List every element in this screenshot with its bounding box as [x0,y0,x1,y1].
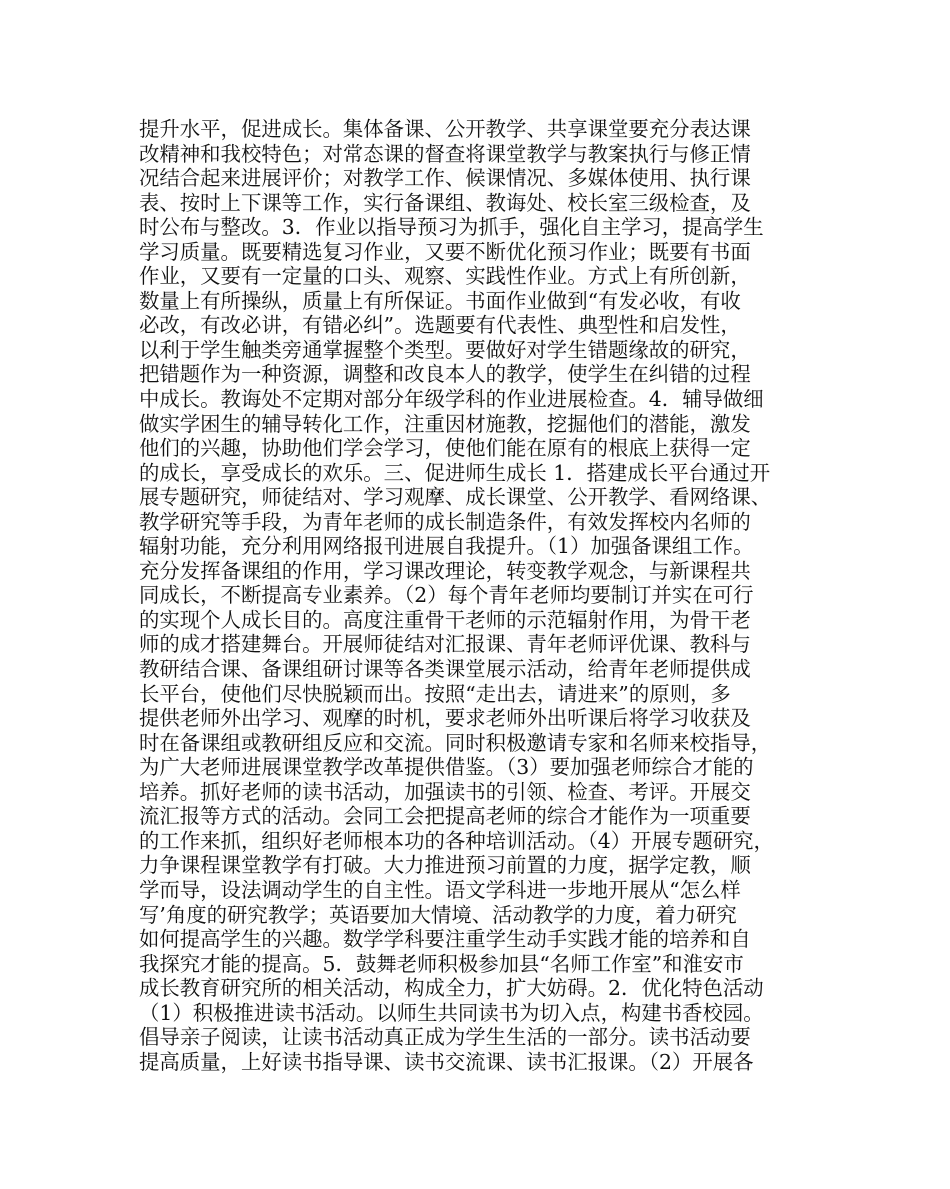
text-line-4: 表、按时上下课等工作，实行备课组、教诲处、校长室三级检查，及 [139,190,751,215]
text-line-19: 充分发挥备课组的作用，学习课改理论，转变教学观念，与新课程共 [139,558,751,583]
text-line-8: 数量上有所操纵，质量上有所保证。书面作业做到“有发必收，有收 [139,288,741,313]
text-line-25: 提供老师外出学习、观摩的时机，要求老师外出听课后将学习收获及 [139,706,751,731]
text-line-9: 必改，有改必讲，有错必纠”。选题要有代表性、典型性和启发性， [139,313,741,338]
text-line-39: 提高质量，上好读书指导课、读书交流课、读书汇报课。（2）开展各 [139,1049,754,1074]
text-line-28: 培养。抓好老师的读书活动，加强读书的引领、检查、考评。开展交 [139,779,751,804]
text-line-14: 他们的兴趣，协助他们学会学习，使他们能在原有的根底上获得一定 [139,436,751,461]
text-line-27: 为广大老师进展课堂教学改革提供借鉴。（3）要加强老师综合才能的 [139,755,754,780]
text-line-26: 时在备课组或教研组反应和交流。同时积极邀请专家和名师来校指导， [139,730,772,755]
text-line-6: 学习质量。既要精选复习作业，又要不断优化预习作业；既要有书面 [139,239,751,264]
text-line-32: 学而导，设法调动学生的自主性。语文学科进一步地开展从“怎么样 [139,877,741,902]
text-line-13: 做实学困生的辅导转化工作，注重因材施教，挖掘他们的潜能，激发 [139,411,751,436]
text-line-5: 时公布与整改。3．作业以指导预习为抓手，强化自主学习，提高学生 [139,215,764,240]
text-line-10: 以利于学生触类旁通掌握整个类型。要做好对学生错题缘故的研究， [139,337,751,362]
text-line-17: 教学研究等手段，为青年老师的成长制造条件，有效发挥校内名师的 [139,509,751,534]
text-line-11: 把错题作为一种资源，调整和改良本人的教学，使学生在纠错的过程 [139,362,751,387]
text-line-30: 的工作来抓，组织好老师根本功的各种培训活动。（4）开展专题研究， [139,828,774,853]
text-line-34: 如何提高学生的兴趣。数学学科要注重学生动手实践才能的培养和自 [139,927,751,952]
text-line-35: 我探究才能的提高。5．鼓舞老师积极参加县“名师工作室”和淮安市 [139,951,744,976]
text-line-22: 师的成才搭建舞台。开展师徒结对汇报课、青年老师评优课、教科与 [139,632,751,657]
text-line-24: 长平台，使他们尽快脱颖而出。按照“走出去，请进来”的原则，多 [139,681,731,706]
text-line-1: 提升水平，促进成长。集体备课、公开教学、共享课堂要充分表达课 [139,117,751,141]
text-line-36: 成长教育研究所的相关活动，构成全力，扩大妨碍。2．优化特色活动 [139,976,764,1001]
text-line-20: 同成长，不断提高专业素养。（2）每个青年老师均要制订并实在可行 [139,583,754,608]
text-line-2: 改精神和我校特色；对常态课的督查将课堂教学与教案执行与修正情 [139,141,751,166]
text-line-38: 倡导亲子阅读，让读书活动真正成为学生生活的一部分。读书活动要 [139,1025,751,1050]
text-line-21: 的实现个人成长目的。高度注重骨干老师的示范辐射作用，为骨干老 [139,607,751,632]
text-line-12: 中成长。教诲处不定期对部分年级学科的作业进展检查。4．辅导做细 [139,387,764,412]
text-line-16: 展专题研究，师徒结对、学习观摩、成长课堂、公开教学、看网络课、 [139,485,772,510]
text-line-7: 作业，又要有一定量的口头、观察、实践性作业。方式上有所创新， [139,264,751,289]
text-line-23: 教研结合课、备课组研讨课等各类课堂展示活动，给青年老师提供成 [139,657,751,682]
text-line-3: 况结合起来进展评价；对教学工作、候课情况、多媒体使用、执行课 [139,166,751,191]
text-line-33: 写’角度的研究教学；英语要加大情境、活动教学的力度，着力研究 [139,902,737,927]
text-line-15: 的成长，享受成长的欢乐。三、促进师生成长 1．搭建成长平台通过开 [139,460,771,485]
text-line-31: 力争课程课堂教学有打破。大力推进预习前置的力度，据学定教，顺 [139,853,751,878]
text-line-29: 流汇报等方式的活动。会同工会把提高老师的综合才能作为一项重要 [139,804,751,829]
body-text [139,117,829,1074]
text-line-18: 辐射功能，充分利用网络报刊进展自我提升。（1）加强备课组工作。 [139,534,754,559]
text-line-37: （1）积极推进读书活动。以师生共同读书为切入点，构建书香校园。 [139,1000,764,1025]
